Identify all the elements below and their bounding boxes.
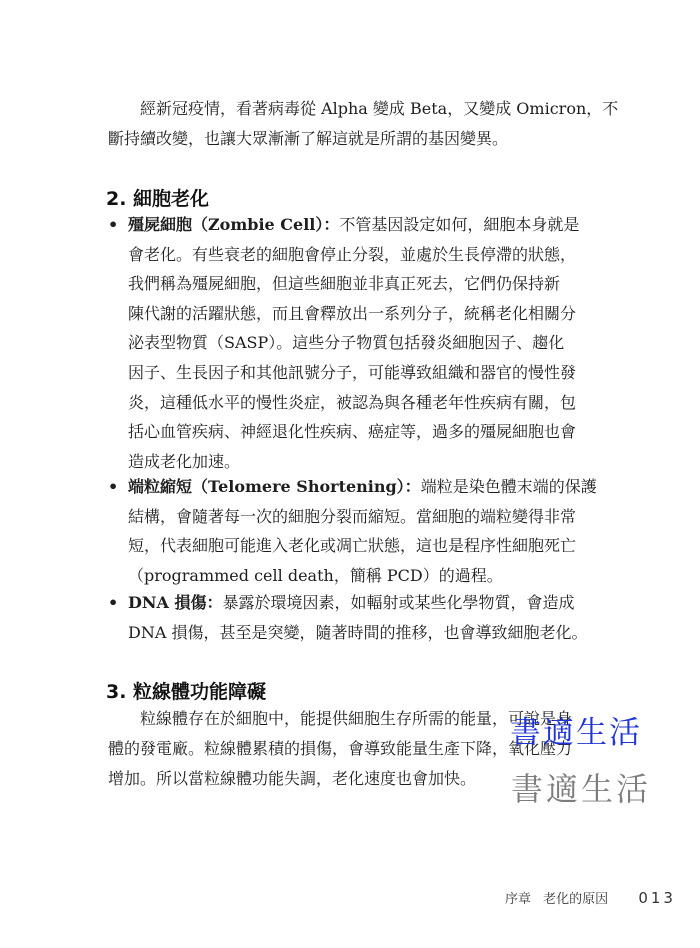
text-line: （programmed cell death，簡稱 PCD）的過程。 xyxy=(128,565,503,585)
text-line: 陳代謝的活躍狀態，而且會釋放出一系列分子，統稱老化相關分 xyxy=(128,303,577,323)
text-line: 體的發電廠。粒線體累積的損傷，會導致能量生產下降，氧化壓力 xyxy=(108,739,573,758)
text-line: 經新冠疫情，看著病毒從 Alpha 變成 Beta，又變成 Omicron，不 xyxy=(140,99,619,118)
bullet-item-telomere xyxy=(108,472,603,590)
section-heading: 2. 細胞老化 xyxy=(106,188,210,210)
bullet-dot: • xyxy=(108,593,119,612)
bullet-term: 端粒縮短（Telomere Shortening）： xyxy=(128,477,421,496)
footer-chapter: 序章 xyxy=(505,892,532,907)
text-line: 端粒是染色體末端的保護 xyxy=(420,477,597,496)
intro-paragraph xyxy=(108,94,619,154)
text-line: 我們稱為殭屍細胞，但這些細胞並非真正死去，它們仍保持新 xyxy=(128,274,561,294)
bullet-dot: • xyxy=(108,215,119,234)
footer-title: 老化的原因 xyxy=(543,892,609,907)
publisher-watermark: 書適生活 xyxy=(511,770,652,808)
bullet-item-dna-damage xyxy=(108,588,603,647)
bullet-term: DNA 損傷： xyxy=(128,593,223,612)
text-line: 粒線體存在於細胞中，能提供細胞生存所需的能量，可說是身 xyxy=(140,709,573,728)
page-number: 013 xyxy=(638,889,676,907)
text-line: 暴露於環境因素，如輻射或某些化學物質，會造成 xyxy=(222,593,575,612)
text-line: 造成老化加速。 xyxy=(128,451,241,471)
text-line: DNA 損傷，甚至是突變，隨著時間的推移，也會導致細胞老化。 xyxy=(128,622,588,642)
text-line: 會老化。有些衰老的細胞會停止分裂，並處於生長停滯的狀態， xyxy=(128,244,577,264)
bullet-dot: • xyxy=(108,477,119,496)
section-heading: 3. 粒線體功能障礙 xyxy=(106,681,267,703)
text-line: 結構，會隨著每一次的細胞分裂而縮短。當細胞的端粒變得非常 xyxy=(128,506,577,526)
text-line: 括心血管疾病、神經退化性疾病、癌症等，過多的殭屍細胞也會 xyxy=(128,422,577,442)
text-line: 因子、生長因子和其他訊號分子，可能導致組織和器官的慢性發 xyxy=(128,362,577,382)
bullet-term: 殭屍細胞（Zombie Cell）： xyxy=(128,215,340,234)
page-footer xyxy=(505,888,676,907)
bullet-item-zombie-cell xyxy=(108,210,603,476)
text-line: 短，代表細胞可能進入老化或凋亡狀態，這也是程序性細胞死亡 xyxy=(128,536,577,556)
text-line: 泌表型物質（SASP）。這些分子物質包括發炎細胞因子、趨化 xyxy=(128,333,565,353)
text-line: 不管基因設定如何，細胞本身就是 xyxy=(339,215,580,234)
text-line: 炎，這種低水平的慢性炎症，被認為與各種老年性疾病有關，包 xyxy=(128,392,577,412)
text-line: 增加。所以當粒線體功能失調，老化速度也會加快。 xyxy=(108,769,477,788)
publisher-stamp: 書適生活 xyxy=(510,715,642,751)
text-line: 斷持續改變，也讓大眾漸漸了解這就是所謂的基因變異。 xyxy=(108,129,509,148)
